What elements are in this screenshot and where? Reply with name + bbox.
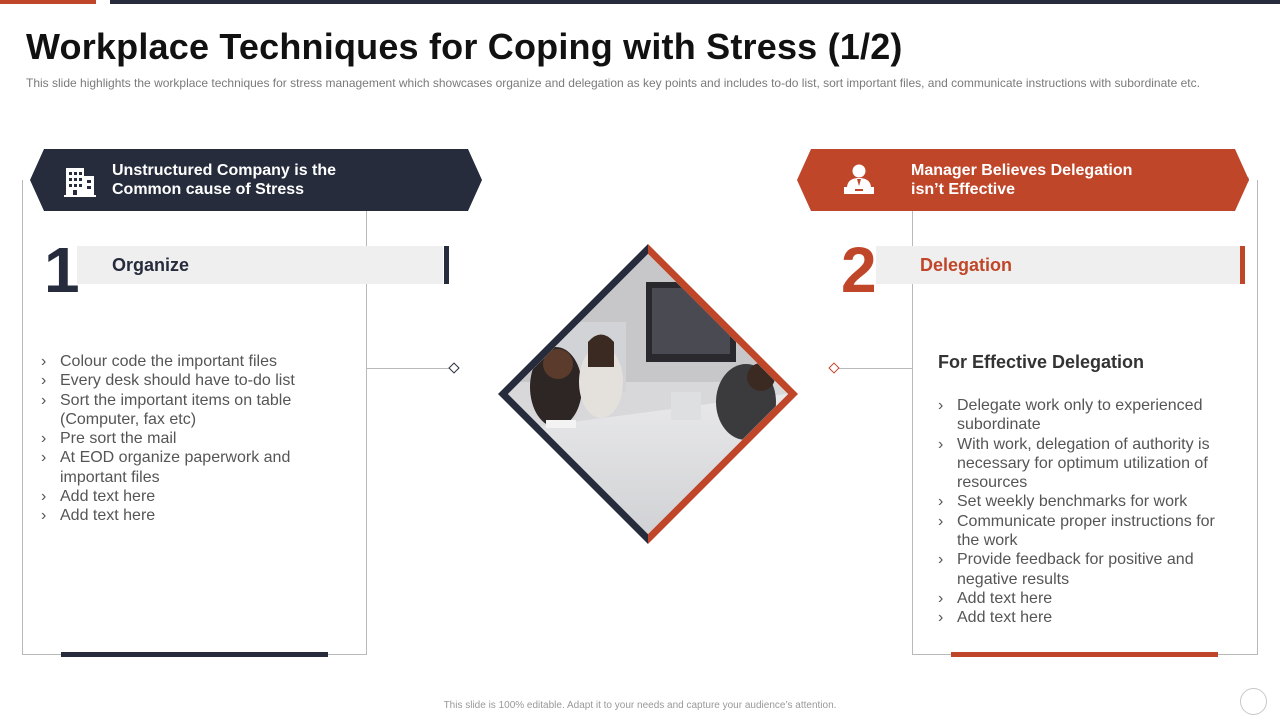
right-bullet-list xyxy=(938,396,1223,628)
navigation-circle-button[interactable] xyxy=(1240,688,1267,715)
right-connector-diamond xyxy=(828,362,839,373)
list-item: › Communicate proper instructions for the work xyxy=(938,512,1223,551)
left-bullet-list xyxy=(41,352,331,526)
top-accent-bar-orange xyxy=(0,0,96,4)
building-icon xyxy=(63,164,97,198)
list-item: › Add text here xyxy=(938,589,1223,608)
left-banner-text xyxy=(112,161,336,199)
list-item: › Delegate work only to experienced subordinate xyxy=(938,396,1223,435)
list-item: › Provide feedback for positive and negative results xyxy=(938,550,1223,589)
right-step-number: 2 xyxy=(841,234,877,306)
right-banner-text xyxy=(911,161,1132,199)
list-item: › Every desk should have to-do list xyxy=(41,371,331,390)
right-label-bar-accent xyxy=(1240,246,1245,284)
right-connector-line xyxy=(834,368,913,369)
left-banner-line2: Common cause of Stress xyxy=(112,181,305,198)
list-item: › Add text here xyxy=(41,487,331,506)
list-item: › Add text here xyxy=(938,608,1223,627)
page-title: Workplace Techniques for Coping with Stress (1/2) xyxy=(26,26,903,67)
left-bottom-accent xyxy=(61,652,328,657)
left-connector-diamond xyxy=(448,362,459,373)
right-bottom-accent xyxy=(951,652,1218,657)
list-item: › Add text here xyxy=(41,506,331,525)
list-item: › Sort the important items on table (Computer, fax etc) xyxy=(41,391,331,430)
manager-icon xyxy=(842,162,876,196)
left-connector-line xyxy=(367,368,455,369)
left-step-number: 1 xyxy=(44,234,80,306)
footer-note: This slide is 100% editable. Adapt it to your needs and capture your audience’s attention. xyxy=(443,700,837,711)
left-step-label: Organize xyxy=(112,255,190,275)
page-subtitle: This slide highlights the workplace techniques for stress management which showcases organize and delegation as key points and includes to-do list, sort important files, and communicate instructions with subordinate etc. xyxy=(26,76,1200,90)
right-banner-line2: isn’t Effective xyxy=(911,181,1016,198)
right-step-label: Delegation xyxy=(920,255,1013,275)
left-connector-region xyxy=(366,369,369,655)
right-banner-line1: Manager Believes Delegation xyxy=(911,162,1133,179)
list-item: › At EOD organize paperwork and important files xyxy=(41,448,331,487)
left-label-bar-accent xyxy=(444,246,449,284)
list-item: › Set weekly benchmarks for work xyxy=(938,492,1223,511)
right-section-heading: For Effective Delegation xyxy=(938,352,1145,372)
list-item: › Colour code the important files xyxy=(41,352,331,371)
left-banner-line1: Unstructured Company is the xyxy=(112,162,337,179)
top-accent-bar-dark xyxy=(110,0,1280,4)
list-item: › Pre sort the mail xyxy=(41,429,331,448)
list-item: › With work, delegation of authority is necessary for optimum utilization of resources xyxy=(938,435,1223,493)
meeting-photo xyxy=(496,242,800,546)
